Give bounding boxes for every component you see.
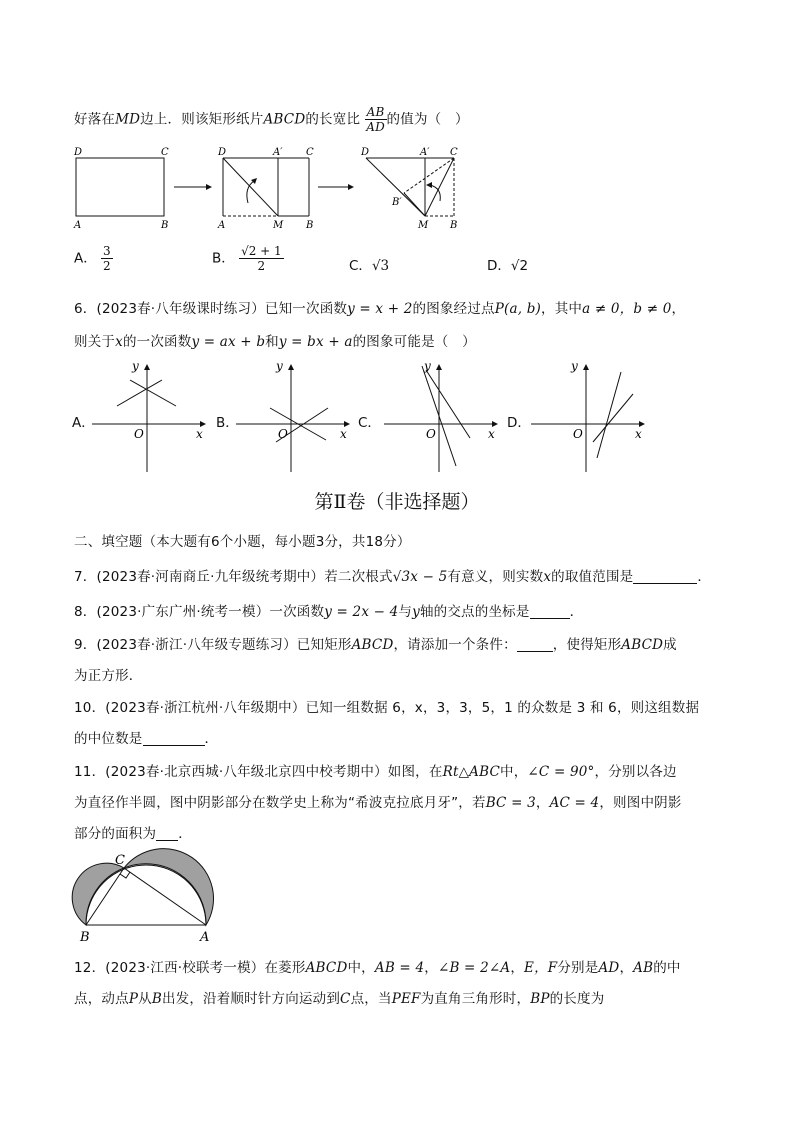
option-value: √2 (510, 258, 529, 274)
label-b: B (161, 220, 169, 231)
label-a: A (74, 220, 82, 231)
fold-line (223, 158, 278, 216)
q5-text: 边上．则该矩形纸片 (140, 111, 264, 128)
q5-option-d[interactable] (487, 254, 528, 274)
q12-var: B (151, 991, 162, 1007)
label-b: B (450, 220, 458, 231)
q12-ad: AD (598, 960, 620, 976)
q11-text: ，则图中阴影 (599, 795, 682, 811)
dashed-fold (404, 158, 454, 193)
q6-option-d-label[interactable]: D． (507, 415, 531, 431)
q9-text: ，请添加一个条件： (393, 637, 517, 653)
line-1 (117, 380, 162, 406)
label-a: A (218, 220, 226, 231)
arrowhead (426, 182, 432, 188)
q11-text: ． (178, 826, 192, 842)
q12-text: 出发，沿着顺时针方向运动到 (161, 991, 341, 1007)
x-label: x (196, 427, 203, 441)
answer-blank[interactable] (156, 826, 178, 841)
label-b: B (306, 220, 314, 231)
option-fraction (101, 244, 113, 273)
y-label: y (132, 359, 139, 373)
y-label: y (571, 359, 578, 373)
q11-text: 为直径作半圆，图中阴影部分在数学史上称为“希波克拉底月牙”，若 (74, 795, 486, 811)
q12-text: 从 (138, 991, 152, 1007)
y-axis-arrow (144, 364, 150, 370)
q6-text: ，其中 (541, 301, 583, 317)
line-2 (130, 380, 176, 406)
label-b-prime: B′ (392, 197, 402, 208)
label-b: B (80, 930, 90, 945)
q12-text: 分别是 (557, 960, 599, 976)
answer-blank[interactable] (143, 731, 205, 746)
q12-var: PEF (391, 991, 421, 1007)
q6-option-b-label[interactable]: B． (216, 415, 239, 431)
origin-label: O (134, 427, 144, 441)
x-label: x (340, 427, 347, 441)
x-label: x (488, 427, 495, 441)
origin-label: O (573, 427, 583, 441)
q12-text: ， (424, 960, 438, 976)
q8-text: ． (569, 604, 584, 620)
q12-line-1 (74, 956, 681, 976)
q6-option-c-graph[interactable] (384, 358, 504, 474)
q11-text: 11．(2023春·北京西城·八年级北京四中校考期中）如图，在 (74, 764, 443, 780)
q6-text: 的一次函数 (122, 334, 192, 350)
q9-text: 成 (663, 637, 677, 653)
q9-line-2: 为正方形． (74, 668, 143, 684)
q12-text: 中， (347, 960, 375, 976)
q6-text: 则关于 (74, 334, 116, 350)
q10-text: 的中位数是 (74, 731, 143, 747)
edge-cm (425, 158, 454, 216)
origin-label: O (426, 427, 436, 441)
q8-text: 8．(2023·广东广州·统考一模）一次函数 (74, 604, 325, 620)
q8-expr: y = 2x − 4 (324, 604, 399, 620)
y-axis-arrow (436, 364, 442, 370)
q5-option-a[interactable] (74, 244, 113, 273)
q12-text: 为直角三角形时， (420, 991, 531, 1007)
q12-ab2: AB (633, 960, 654, 976)
q6-text: 6．(2023春·八年级课时练习）已知一次函数 (74, 301, 348, 317)
rect-abcd (76, 158, 164, 216)
q11-hippocrates-lunes-figure (66, 846, 226, 946)
q6-text: 的图象可能是（ ） (352, 334, 476, 350)
y-label: y (424, 359, 431, 373)
q5-folding-figure (68, 143, 468, 233)
section2-header: 二、填空题（本大题有6个小题，每小题3分，共18分） (74, 534, 411, 550)
section-title: 第Ⅱ卷（非选择题） (314, 491, 480, 513)
q8-line (74, 600, 583, 620)
q11-text: 部分的面积为 (74, 826, 157, 842)
q7-text: 有意义，则实数 (447, 569, 544, 585)
q6-option-c-label[interactable]: C． (358, 415, 381, 431)
q12-text: 点，动点 (74, 991, 129, 1007)
q5-var: MD (115, 111, 141, 128)
q11-line-1 (74, 760, 677, 780)
frac-den: 2 (103, 259, 111, 273)
q9-var: ABCD (621, 637, 664, 653)
frac-den: AD (366, 120, 385, 134)
label-c: C (115, 853, 125, 868)
lune-ac (124, 849, 214, 925)
y-axis-arrow (288, 364, 294, 370)
arrowhead (348, 184, 354, 190)
q6-text: ， (671, 301, 686, 317)
q12-ab: AB = 4 (374, 960, 425, 976)
q6-text: 和 (265, 334, 279, 350)
q6-var: x (115, 334, 123, 350)
q10-text: ． (204, 731, 219, 747)
q5-option-c[interactable] (349, 254, 389, 274)
q5-text: 的值为（ ） (386, 111, 469, 128)
q7-text: 7．(2023春·河南商丘·九年级统考期中）若二次根式 (74, 569, 393, 585)
q12-var: P (128, 991, 139, 1007)
label-d: D (361, 147, 370, 158)
q11-line-3 (74, 822, 192, 842)
line-1 (597, 372, 621, 458)
q8-var: y (412, 604, 420, 620)
option-label: D． (487, 258, 511, 274)
y-axis-arrow (583, 364, 589, 370)
q9-line-1 (74, 633, 677, 653)
q6-stem-line-2 (74, 330, 476, 350)
frac-num: √2 + 1 (241, 244, 282, 258)
right-angle-mark (120, 872, 130, 878)
answer-blank[interactable] (530, 604, 570, 619)
q6-text: 的图象经过点 (412, 301, 495, 317)
q7-text: 的取值范围是 (551, 569, 634, 585)
q5-option-b[interactable] (212, 244, 284, 273)
arrowhead (206, 184, 212, 190)
q12-var: ABCD (305, 960, 348, 976)
q6-option-a-label[interactable]: A． (72, 415, 95, 431)
q9-text: 9．(2023春·浙江·八年级专题练习）已知矩形 (74, 637, 352, 653)
q5-text: 好落在 (74, 111, 116, 128)
q7-text: ． (697, 569, 712, 585)
q12-var: BP (530, 991, 550, 1007)
q6-stem-line-1 (74, 297, 685, 317)
q12-text: 点，当 (350, 991, 392, 1007)
q9-var: ABCD (351, 637, 394, 653)
option-fraction (239, 244, 284, 273)
q12-text: 的中 (653, 960, 681, 976)
q7-var: x (543, 569, 552, 585)
q6-expr: y = x + 2 (347, 301, 413, 317)
option-label: A． (74, 250, 97, 267)
q6-expr: y = bx + a (278, 334, 353, 350)
q5-fraction (365, 105, 387, 134)
frac-num: 3 (103, 244, 111, 258)
q5-text: 的长宽比 (305, 111, 361, 128)
option-value: √3 (371, 258, 390, 274)
label-a: A (200, 930, 210, 945)
q11-text: ，分别以各边 (594, 764, 677, 780)
q9-text: ，使得矩形 (552, 637, 622, 653)
q12-var: C (340, 991, 351, 1007)
q5-var: ABCD (263, 111, 306, 128)
label-a-prime: A′ (273, 147, 283, 158)
q11-angle: ∠C = 90° (527, 764, 595, 780)
q12-text: 的长度为 (549, 991, 605, 1007)
q12-angle: ∠B = 2∠A (437, 960, 511, 976)
q12-ef: E，F (524, 960, 558, 976)
q6-option-a-graph[interactable] (92, 358, 212, 474)
q12-text: ， (510, 960, 525, 976)
y-label: y (276, 359, 283, 373)
origin-label: O (278, 427, 288, 441)
q6-expr: y = ax + b (191, 334, 266, 350)
answer-blank[interactable] (633, 569, 697, 584)
q6-cond: a ≠ 0，b ≠ 0 (582, 301, 672, 317)
q12-line-2 (74, 987, 604, 1007)
q12-text: ， (619, 960, 634, 976)
q10-line-2 (74, 727, 218, 747)
q11-tri: Rt△ABC (442, 764, 501, 780)
q11-text: 中， (500, 764, 528, 780)
q8-text: 轴的交点的坐标是 (419, 604, 530, 620)
q6-option-d-graph[interactable] (531, 358, 651, 474)
option-label: B． (212, 250, 235, 267)
label-m: M (418, 220, 429, 231)
q11-text: ， (535, 795, 550, 811)
q6-point: P(a, b) (494, 301, 542, 317)
label-d: D (74, 147, 83, 158)
q10-line-1: 10．(2023春·浙江杭州·八年级期中）已知一组数据 6，x，3，3，5，1 的众数是 3 和 6，则这组数据 (74, 700, 700, 716)
q11-ac: AC = 4 (549, 795, 600, 811)
label-c: C (161, 147, 169, 158)
label-c: C (450, 147, 458, 158)
q5-stem-line (74, 105, 469, 134)
option-label: C． (349, 258, 372, 274)
frac-den: 2 (257, 259, 266, 273)
x-label: x (635, 427, 642, 441)
q11-bc: BC = 3 (485, 795, 536, 811)
q7-line (74, 565, 711, 585)
answer-blank[interactable] (517, 637, 553, 652)
q11-line-2 (74, 791, 682, 811)
label-c: C (306, 147, 314, 158)
q12-text: 12．(2023·江西·校联考一模）在菱形 (74, 960, 306, 976)
q7-expr: √3x − 5 (392, 569, 448, 585)
q6-option-b-graph[interactable] (236, 358, 356, 474)
edge (404, 193, 425, 216)
label-d: D (218, 147, 227, 158)
label-m: M (273, 220, 284, 231)
frac-num: AB (366, 105, 385, 119)
q8-text: 与 (398, 604, 413, 620)
label-a-prime: A′ (420, 147, 430, 158)
